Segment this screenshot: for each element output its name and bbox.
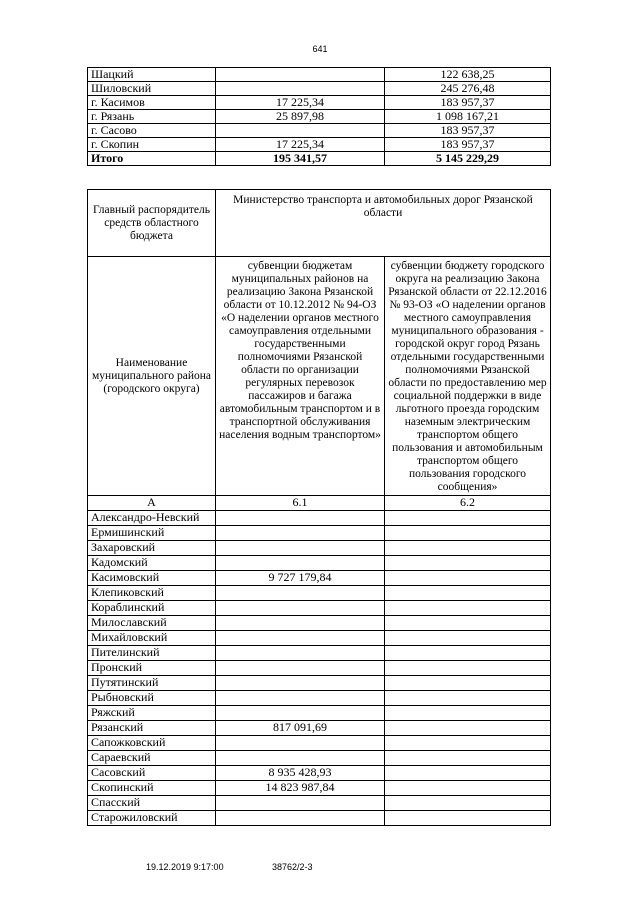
table-row bbox=[88, 571, 551, 586]
value-cell bbox=[216, 661, 385, 676]
district-name: г. Сасово bbox=[88, 124, 216, 138]
value-cell bbox=[385, 766, 551, 781]
value-cell bbox=[216, 691, 385, 706]
district-name: Александро-Невский bbox=[88, 511, 216, 526]
value-cell bbox=[216, 82, 385, 96]
district-name: Рыбновский bbox=[88, 691, 216, 706]
district-name: Захаровский bbox=[88, 541, 216, 556]
district-name: г. Рязань bbox=[88, 110, 216, 124]
value-cell bbox=[216, 526, 385, 541]
table-row bbox=[88, 646, 551, 661]
district-name: Ряжский bbox=[88, 706, 216, 721]
header-right: Министерство транспорта и автомобильных дорог Рязанской области bbox=[216, 190, 551, 257]
table-row bbox=[88, 110, 551, 124]
district-name: Пронский bbox=[88, 661, 216, 676]
total-row bbox=[88, 152, 551, 166]
table-row bbox=[88, 811, 551, 826]
footer-doc-id: 38762/2-3 bbox=[272, 862, 313, 872]
value-cell bbox=[216, 511, 385, 526]
name-column-header: Наименование муниципального района (городского округа) bbox=[88, 257, 216, 496]
value-cell bbox=[385, 586, 551, 601]
district-name: г. Скопин bbox=[88, 138, 216, 152]
footer-datetime: 19.12.2019 9:17:00 bbox=[146, 862, 224, 872]
district-name: Пителинский bbox=[88, 646, 216, 661]
value-cell: 8 935 428,93 bbox=[216, 766, 385, 781]
district-name: Милославский bbox=[88, 616, 216, 631]
value-cell bbox=[385, 706, 551, 721]
value-cell bbox=[216, 646, 385, 661]
value-cell bbox=[385, 616, 551, 631]
column-6-1-header: субвенции бюджетам муниципальных районов на реализацию Закона Рязанской области от 10.12.2012 № 94-ОЗ «О наделении органов местного самоуправления отдельными государственными полномочиями Рязанской области по организации регулярных перевозок пассажиров и багажа автомобильным транспортом и в транспортной обслуживания населения водным транспортом» bbox=[216, 257, 385, 496]
district-name: Касимовский bbox=[88, 571, 216, 586]
district-name: Клепиковский bbox=[88, 586, 216, 601]
table-row bbox=[88, 556, 551, 571]
value-cell: 183 957,37 bbox=[385, 138, 551, 152]
value-cell bbox=[385, 571, 551, 586]
table-row bbox=[88, 586, 551, 601]
district-name: Старожиловский bbox=[88, 811, 216, 826]
value-cell bbox=[385, 676, 551, 691]
value-cell bbox=[216, 811, 385, 826]
value-cell bbox=[216, 736, 385, 751]
value-cell bbox=[385, 541, 551, 556]
top-table bbox=[87, 67, 551, 166]
value-cell bbox=[216, 676, 385, 691]
value-cell: 17 225,34 bbox=[216, 138, 385, 152]
header-left: Главный распорядитель средств областного бюджета bbox=[88, 190, 216, 257]
value-cell bbox=[385, 811, 551, 826]
district-name: Ермишинский bbox=[88, 526, 216, 541]
value-cell: 183 957,37 bbox=[385, 96, 551, 110]
value-cell: 183 957,37 bbox=[385, 124, 551, 138]
district-name: Кадомский bbox=[88, 556, 216, 571]
table-row bbox=[88, 541, 551, 556]
value-cell bbox=[216, 586, 385, 601]
district-name: Сапожковский bbox=[88, 736, 216, 751]
table-row bbox=[88, 601, 551, 616]
value-cell bbox=[216, 556, 385, 571]
index-cell-a: А bbox=[88, 496, 216, 511]
district-name: Шиловский bbox=[88, 82, 216, 96]
district-name: Рязанский bbox=[88, 721, 216, 736]
table-row bbox=[88, 616, 551, 631]
total-value: 195 341,57 bbox=[216, 152, 385, 166]
table-row bbox=[88, 721, 551, 736]
value-cell bbox=[216, 796, 385, 811]
value-cell bbox=[385, 691, 551, 706]
value-cell: 245 276,48 bbox=[385, 82, 551, 96]
district-name: Михайловский bbox=[88, 631, 216, 646]
value-cell bbox=[216, 124, 385, 138]
value-cell bbox=[385, 556, 551, 571]
value-cell: 1 098 167,21 bbox=[385, 110, 551, 124]
district-name: г. Касимов bbox=[88, 96, 216, 110]
table-row bbox=[88, 781, 551, 796]
value-cell bbox=[216, 616, 385, 631]
index-cell-6-2: 6.2 bbox=[385, 496, 551, 511]
value-cell: 9 727 179,84 bbox=[216, 571, 385, 586]
district-name: Скопинский bbox=[88, 781, 216, 796]
district-name: Сараевский bbox=[88, 751, 216, 766]
value-cell bbox=[216, 631, 385, 646]
district-name: Путятинский bbox=[88, 676, 216, 691]
value-cell bbox=[216, 601, 385, 616]
value-cell bbox=[385, 781, 551, 796]
table-row bbox=[88, 511, 551, 526]
table-row bbox=[88, 96, 551, 110]
column-6-2-header: субвенции бюджету городского округа на реализацию Закона Рязанской области от 22.12.2016 № 93-ОЗ «О наделении органов местного самоуправления муниципального образования - городской округ город Рязань отдельными государственными полномочиями Рязанской области по предоставлению мер социальной поддержки в виде льготного проезда городским наземным электрическим транспортом общего пользования и автомобильным транспортом общего пользования городского сообщения» bbox=[385, 257, 551, 496]
table-row bbox=[88, 526, 551, 541]
value-cell bbox=[385, 721, 551, 736]
index-cell-6-1: 6.1 bbox=[216, 496, 385, 511]
table-row bbox=[88, 138, 551, 152]
value-cell: 25 897,98 bbox=[216, 110, 385, 124]
value-cell bbox=[216, 706, 385, 721]
table-row bbox=[88, 661, 551, 676]
table-row bbox=[88, 82, 551, 96]
value-cell bbox=[385, 631, 551, 646]
value-cell bbox=[385, 661, 551, 676]
table-row bbox=[88, 706, 551, 721]
page-number: 641 bbox=[312, 44, 328, 54]
value-cell bbox=[216, 541, 385, 556]
value-cell bbox=[216, 751, 385, 766]
table-row bbox=[88, 736, 551, 751]
table-row bbox=[88, 751, 551, 766]
value-cell bbox=[216, 68, 385, 82]
total-label: Итого bbox=[88, 152, 216, 166]
value-cell bbox=[385, 751, 551, 766]
value-cell bbox=[385, 526, 551, 541]
value-cell: 817 091,69 bbox=[216, 721, 385, 736]
value-cell bbox=[385, 511, 551, 526]
value-cell bbox=[385, 796, 551, 811]
table-row bbox=[88, 676, 551, 691]
district-name: Спасский bbox=[88, 796, 216, 811]
value-cell bbox=[385, 601, 551, 616]
district-name: Кораблинский bbox=[88, 601, 216, 616]
total-value: 5 145 229,29 bbox=[385, 152, 551, 166]
table-row bbox=[88, 766, 551, 781]
table-row bbox=[88, 691, 551, 706]
value-cell bbox=[385, 736, 551, 751]
main-table bbox=[87, 189, 551, 826]
table-row bbox=[88, 124, 551, 138]
table-row bbox=[88, 68, 551, 82]
value-cell bbox=[385, 646, 551, 661]
value-cell: 17 225,34 bbox=[216, 96, 385, 110]
value-cell: 122 638,25 bbox=[385, 68, 551, 82]
table-row bbox=[88, 631, 551, 646]
table-row bbox=[88, 796, 551, 811]
district-name: Сасовский bbox=[88, 766, 216, 781]
district-name: Шацкий bbox=[88, 68, 216, 82]
value-cell: 14 823 987,84 bbox=[216, 781, 385, 796]
